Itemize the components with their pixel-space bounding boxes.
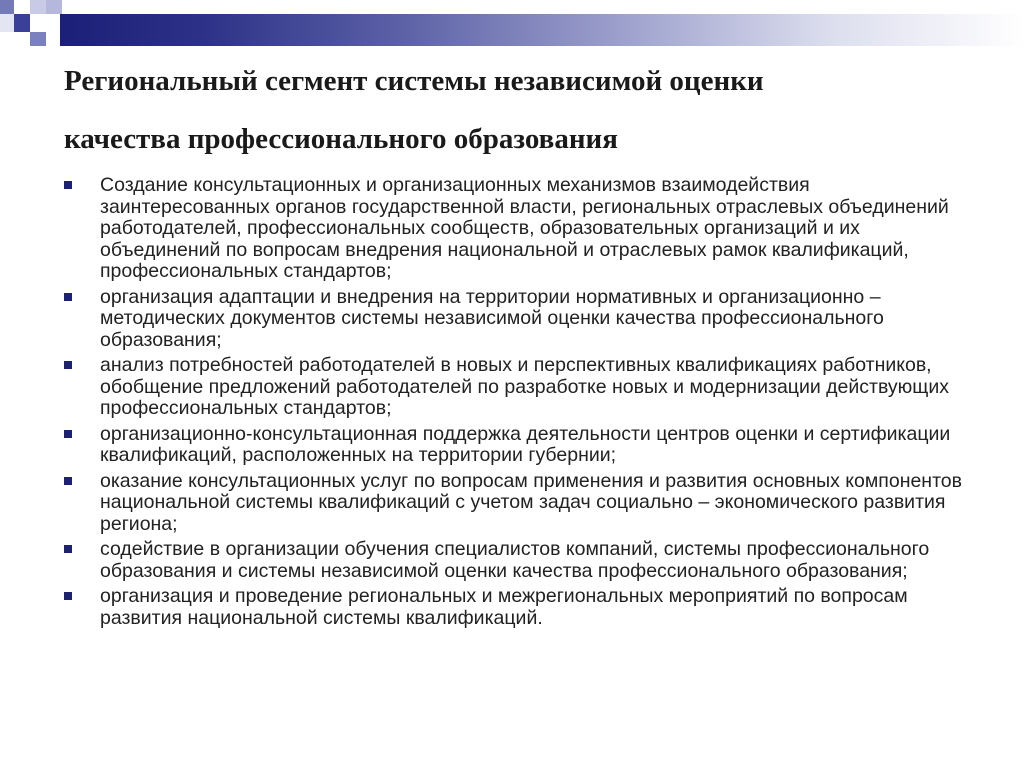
slide-title-line: Региональный сегмент системы независимой оценки xyxy=(64,65,764,97)
list-item xyxy=(64,424,964,467)
square-bullet-icon xyxy=(64,181,72,189)
list-item xyxy=(64,586,964,629)
list-item xyxy=(64,175,964,283)
list-item-text: организация и проведение региональных и межрегиональных мероприятий по вопросам развития национальной системы квалификаций. xyxy=(100,585,908,629)
list-item-text: организационно-консультационная поддержка деятельности центров оценки и сертификации квалификаций, расположенных на территории губернии; xyxy=(100,422,951,466)
decor-square xyxy=(14,14,30,32)
decor-square xyxy=(0,14,14,32)
decor-square xyxy=(14,32,30,46)
square-bullet-icon xyxy=(64,293,72,301)
list-item-text: анализ потребностей работодателей в новых и перспективных квалификациях работников, обобщение предложений работодателей по разработке новых и модернизации действующих профессиональных стандартов; xyxy=(100,354,949,419)
square-bullet-icon xyxy=(64,592,72,600)
slide-title-line: качества профессионального образования xyxy=(64,123,618,155)
list-item xyxy=(64,355,964,420)
decor-square xyxy=(0,0,14,14)
slide-title xyxy=(64,52,994,168)
list-item-text: Создание консультационных и организационных механизмов взаимодействия заинтересованных органов государственной власти, региональных отраслевых объединений работодателей, профессиональных сообществ, образовательных организаций и их объединений по вопросам внедрения национальной и отраслевых рамок квалификаций, профессиональных стандартов; xyxy=(100,174,949,282)
decor-square xyxy=(30,32,46,46)
list-item-text: содействие в организации обучения специалистов компаний, системы профессионального образования и системы независимой оценки качества профессионального образования; xyxy=(100,538,930,582)
decor-square xyxy=(46,0,62,14)
decor-square xyxy=(14,0,28,14)
square-bullet-icon xyxy=(64,477,72,485)
square-bullet-icon xyxy=(64,361,72,369)
list-item xyxy=(64,287,964,352)
header-gradient-bar xyxy=(60,14,1024,46)
list-item xyxy=(64,471,964,536)
square-bullet-icon xyxy=(64,430,72,438)
list-item xyxy=(64,539,964,582)
decor-square xyxy=(30,14,46,32)
decor-square xyxy=(30,0,46,14)
list-item-text: оказание консультационных услуг по вопросам применения и развития основных компонентов национальной системы квалификаций с учетом задач социально – экономического развития региона; xyxy=(100,469,962,535)
bullet-list xyxy=(64,175,964,633)
list-item-text: организация адаптации и внедрения на территории нормативных и организационно – методических документов системы независимой оценки качества профессионального образования; xyxy=(100,285,884,351)
square-bullet-icon xyxy=(64,545,72,553)
